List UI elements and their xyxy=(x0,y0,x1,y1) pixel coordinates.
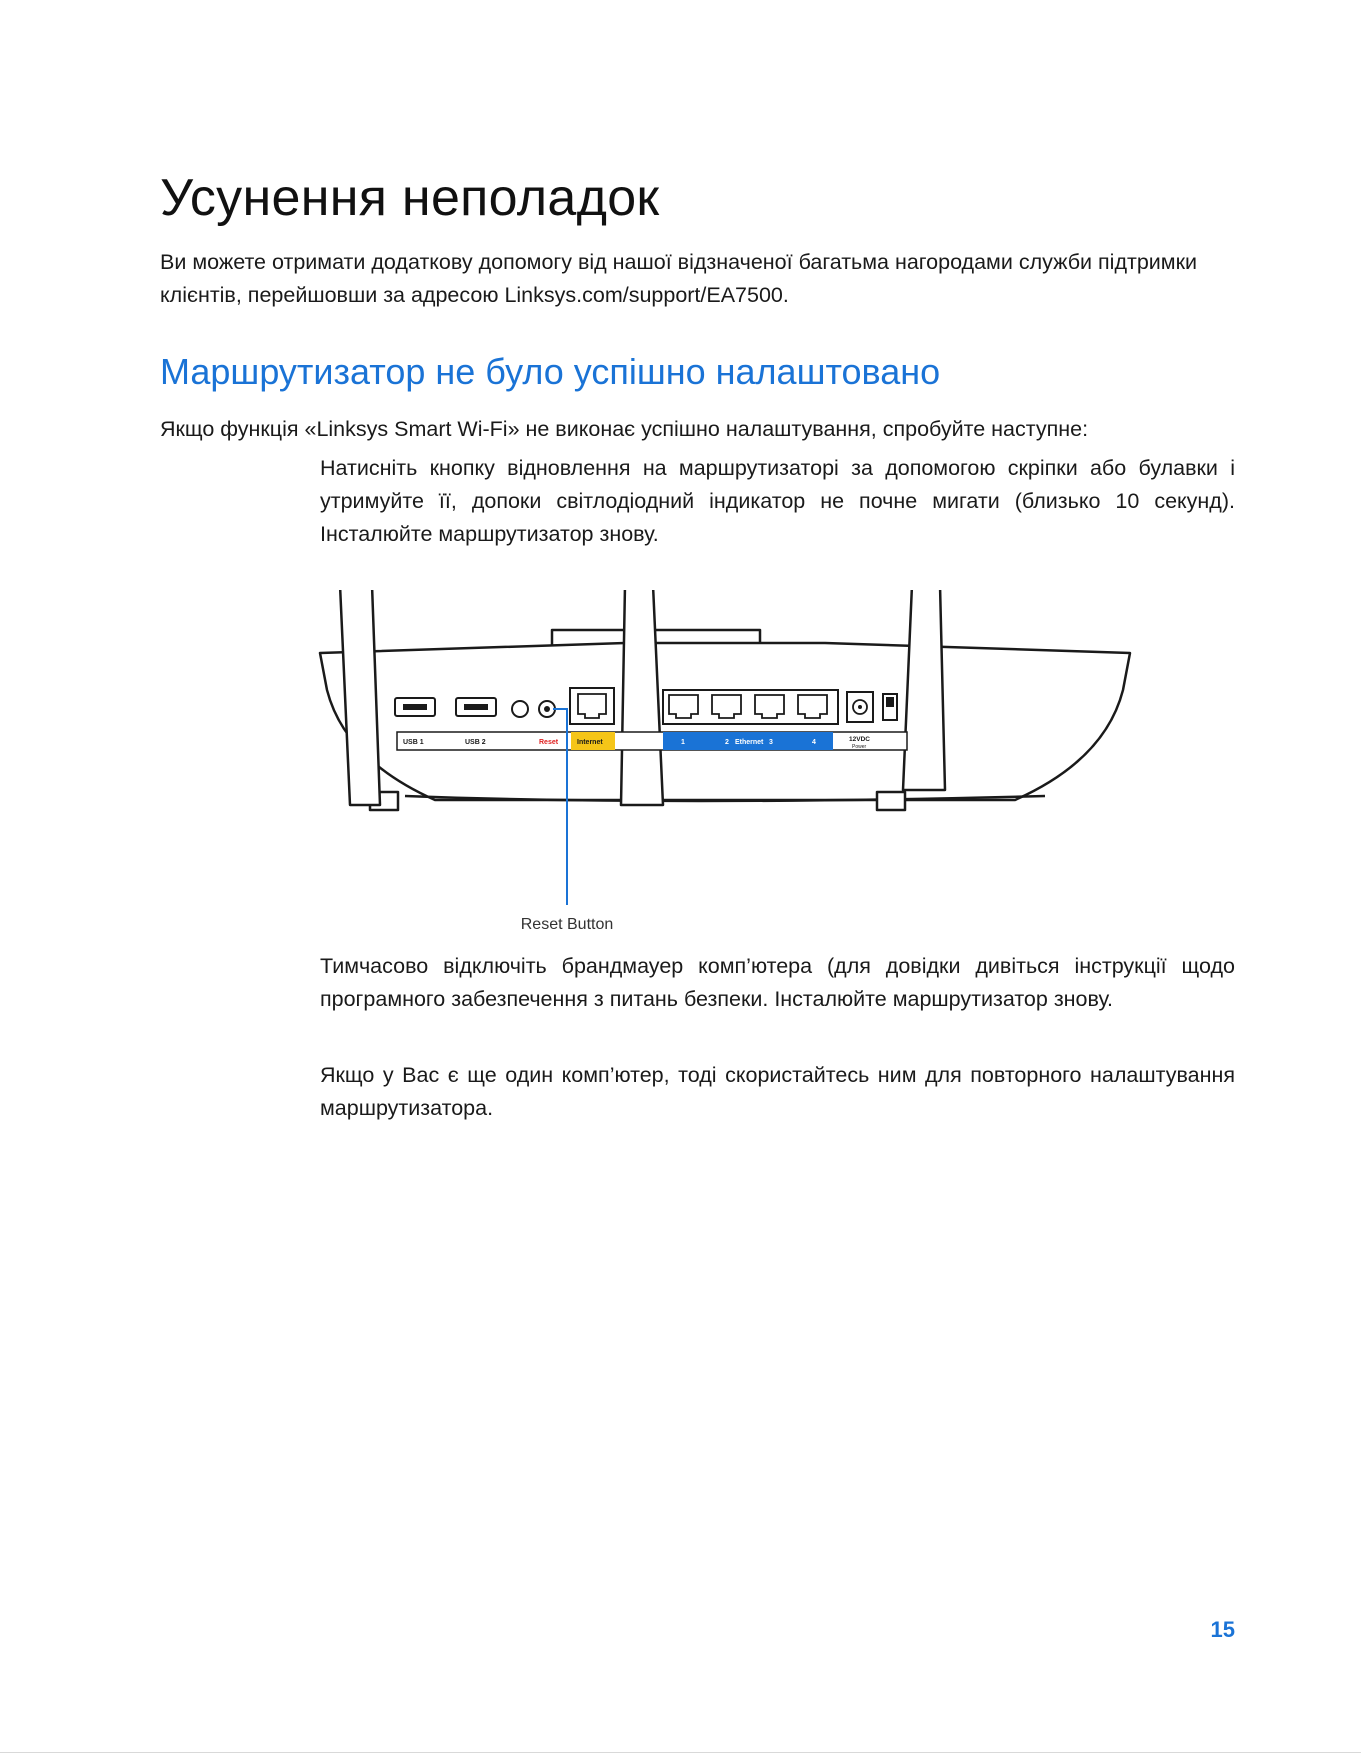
router-back-figure xyxy=(315,590,1135,940)
ethernet-label-1: 1 xyxy=(681,739,685,746)
internet-label: Internet xyxy=(577,739,603,746)
section-lead: Якщо функція «Linksys Smart Wi-Fi» не виконає успішно налаштування, спробуйте наступне: xyxy=(160,417,1089,441)
power-jack-pin xyxy=(858,705,862,709)
step-reset-router: Натисніть кнопку відновлення на маршрутизаторі за допомогою скріпки або булавки і утримуйте її, допоки світлодіодний індикатор не почне мигати (близько 10 секунд). Інсталюйте маршрутизатор знову. xyxy=(320,456,1235,546)
antenna-left xyxy=(340,590,380,805)
power-label-bottom: Power xyxy=(852,744,867,750)
page-title: Усунення неполадок xyxy=(160,169,660,227)
power-switch-rocker xyxy=(886,697,894,707)
section-heading: Маршрутизатор не було успішно налаштовано xyxy=(160,351,941,392)
antenna-right xyxy=(903,590,945,790)
reset-label: Reset xyxy=(539,739,559,746)
router-back-illustration xyxy=(315,590,1135,940)
usb2-port-tongue xyxy=(464,704,488,710)
ethernet-label-3: 3 xyxy=(769,739,773,746)
wps-port xyxy=(512,701,528,717)
step-use-another-computer: Якщо у Вас є ще один комп’ютер, тоді скористайтесь ним для повторного налаштування маршрутизатора. xyxy=(320,1063,1235,1120)
usb2-label: USB 2 xyxy=(465,739,486,746)
intro-paragraph: Ви можете отримати додаткову допомогу від нашої відзначеної багатьма нагородами служби підтримки клієнтів, перейшовши за адресою Linksys.com/support/EA7500. xyxy=(160,250,1198,307)
router-right-foot xyxy=(877,792,905,810)
usb1-port-tongue xyxy=(403,704,427,710)
reset-button-center xyxy=(544,706,550,712)
ethernet-ports xyxy=(663,690,838,724)
page-number: 15 xyxy=(1210,1617,1235,1642)
page-bottom-rule xyxy=(0,1752,1361,1753)
step-disable-firewall: Тимчасово відключіть брандмауер комп’ютера (для довідки дивіться інструкції щодо програмного забезпечення з питань безпеки. Інсталюйте маршрутизатор знову. xyxy=(320,954,1235,1011)
power-label-top: 12VDC xyxy=(849,736,870,743)
ethernet-label-4: 4 xyxy=(812,739,816,746)
antenna-middle xyxy=(621,590,663,805)
ethernet-label-2: 2 xyxy=(725,739,729,746)
ethernet-label-text: Ethernet xyxy=(735,739,764,746)
usb1-label: USB 1 xyxy=(403,739,424,746)
reset-callout-label: Reset Button xyxy=(520,916,614,933)
